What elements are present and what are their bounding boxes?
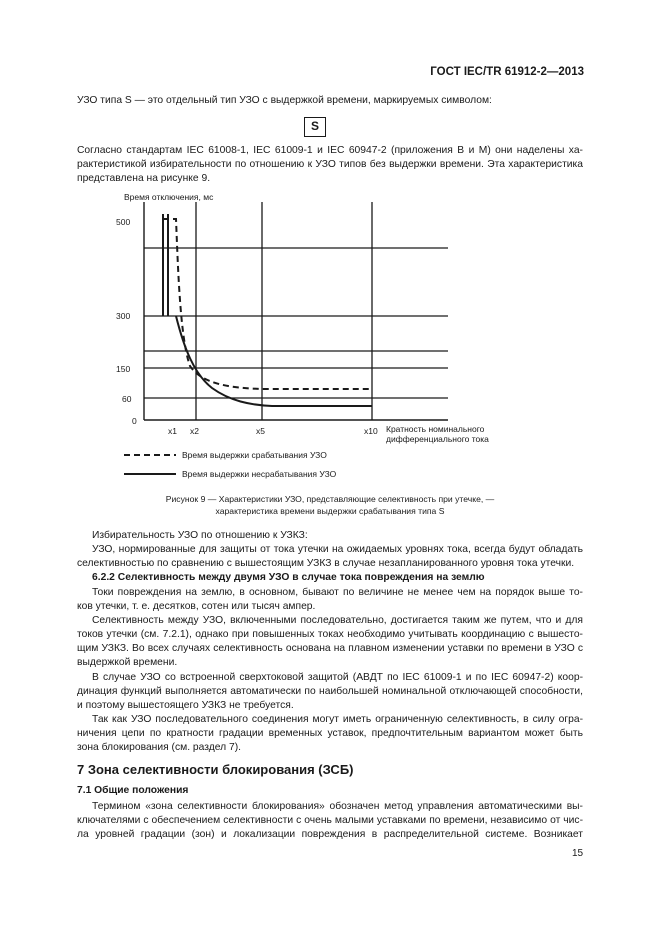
- rcd-type-s-symbol: S: [304, 117, 326, 137]
- body-line: УЗО, нормированные для защиты от тока утечки на ожидаемых уровнях тока, всегда будут обладать: [92, 544, 583, 555]
- section-7-1-heading: 7.1 Общие положения: [77, 785, 189, 796]
- body-line: Селективность между УЗО, включенными последовательно, достигается таким же путем, что и для: [92, 615, 583, 626]
- selectivity-chart: [110, 188, 530, 488]
- x-axis-title-line2: дифференциального тока: [386, 434, 489, 444]
- para1-line2: рактеристикой избирательности по отношению к УЗО типов без выдержки времени. Эта характеристика: [77, 159, 583, 170]
- body-line: зона блокирования (см. раздел 7).: [77, 742, 242, 753]
- y-tick-label: 60: [122, 394, 132, 404]
- subsection-6-2-2-heading: 6.2.2 Селективность между двумя УЗО в случае тока повреждения на землю: [92, 572, 485, 583]
- body-line: выдержкой времени.: [77, 657, 178, 668]
- body-line: ничения цепи по кратности градации временных уставок, предпочтительным вариантом может быть: [77, 728, 583, 739]
- y-tick-label: 300: [116, 311, 131, 321]
- body-line: щим УЗКЗ. Во всех случаях селективность основана на плавном изменении уставки по времени в УЗО с: [77, 643, 583, 654]
- body-line: В случае УЗО со встроенной сверхтоковой защитой (АВДТ по IEC 61009-1 и по IEC 60947-2) коор-: [92, 672, 583, 683]
- para1-line3: представлена на рисунке 9.: [77, 173, 211, 184]
- body-line: ков утечки, т. е. десятков, сотен или тысяч ампер.: [77, 601, 316, 612]
- x-axis-title-line1: Кратность номинального: [386, 424, 485, 434]
- body-line: токов утечки (см. 7.2.1), однако при повышенных токах необходимо учитывать координацию с вышесто-: [77, 629, 583, 640]
- intro-text: УЗО типа S — это отдельный тип УЗО с выдержкой времени, маркируемых символом:: [77, 95, 492, 106]
- section-7-1-line3: ла уровней градации (зон) и локализации повреждения в распределительной системе. Возникает: [77, 829, 583, 840]
- figure-caption-line1: Рисунок 9 — Характеристики УЗО, представляющие селективность при утечке, —: [165, 494, 495, 504]
- body-line: Избирательность УЗО по отношению к УЗКЗ:: [92, 530, 308, 541]
- section-7-heading: 7 Зона селективности блокирования (ЗСБ): [77, 762, 354, 777]
- figure-caption-line2: характеристика времени выдержки срабатывания типа S: [215, 506, 445, 516]
- para1-line1: Согласно стандартам IEC 61008-1, IEC 61009-1 и IEC 60947-2 (приложения В и М) они наделены ха-: [77, 145, 583, 156]
- non-tripping-time-curve: [176, 316, 372, 406]
- x-tick-label: x1: [168, 426, 177, 436]
- x-tick-label: x2: [190, 426, 199, 436]
- tripping-time-curve: [163, 219, 372, 389]
- body-line: динация функций выполняется автоматически по наибольшей номинальной отключающей способности,: [77, 686, 583, 697]
- body-line: селективностью по сравнению с вышестоящим УЗКЗ в случае незапланированного уровня тока утечки.: [77, 558, 575, 569]
- section-7-1-line2: ключателями с обеспечением селективности с очень малыми уставками по времени, независимо от чис-: [77, 815, 583, 826]
- legend-label-tripping: Время выдержки срабатывания УЗО: [182, 450, 327, 460]
- x-tick-label: x10: [364, 426, 378, 436]
- body-line: Так как УЗО последовательного соединения могут иметь ограниченную селективность, в силу огра-: [92, 714, 583, 725]
- x-tick-label: x5: [256, 426, 265, 436]
- page-header: ГОСТ IEC/TR 61912-2—2013: [430, 66, 584, 78]
- y-axis-title: Время отключения, мс: [124, 192, 214, 202]
- y-tick-label: 0: [132, 416, 137, 426]
- y-tick-label: 500: [116, 217, 131, 227]
- body-line: Токи повреждения на землю, в основном, бывают по величине не менее чем на порядок выше то-: [92, 587, 583, 598]
- grid-lines: [144, 202, 448, 420]
- section-7-1-line1: Термином «зона селективности блокирования» обозначен метод управления автоматическими вы-: [92, 801, 583, 812]
- body-line: и поэтому вышестоящего УЗКЗ не требуется.: [77, 700, 294, 711]
- legend-label-non-tripping: Время выдержки несрабатывания УЗО: [182, 469, 337, 479]
- chart-legend: [124, 450, 337, 479]
- y-tick-label: 150: [116, 364, 131, 374]
- page-number: 15: [572, 848, 584, 859]
